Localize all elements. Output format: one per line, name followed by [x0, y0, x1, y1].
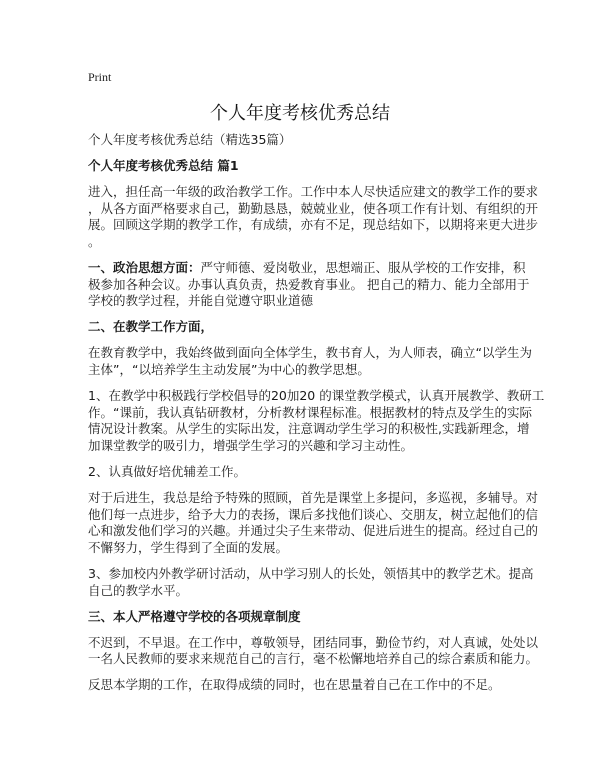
- text-line: 2、认真做好培优辅差工作。: [88, 464, 246, 479]
- text-line: 二、在教学工作方面，: [88, 319, 214, 335]
- text-line: 在教育教学中，我始终做到面向全体学生，教书育人，为人师表，确立“以学生为: [88, 345, 532, 361]
- text-line: 心和激发他们学习的兴趣。并通过尖子生来带动、促进后进生的提高。经过自己的: [88, 523, 539, 539]
- text-line: 三、本人严格遵守学校的各项规章制度: [88, 608, 301, 624]
- text-line: 进入，担任高一年级的政治教学工作。工作中本人尽快适应建文的教学工作的要求: [88, 184, 539, 200]
- document-body: [88, 132, 545, 704]
- text-line: ，从各方面严格要求自己，勤勤恳恳，兢兢业业，使各项工作有计划、有组织的开: [88, 200, 539, 216]
- text-line: 主体”，“以培养学生主动发展”为中心的教学思想。: [88, 362, 370, 378]
- text-line: 极参加各种会议。办事认真负责，热爱教育事业。 把自己的精力、能力全部用于: [88, 276, 530, 292]
- section-heading: [88, 319, 528, 336]
- paragraph: [88, 184, 539, 250]
- text-line: 个人年度考核优秀总结（精选35篇）: [88, 132, 292, 147]
- paragraph: [88, 132, 528, 149]
- text-line: 情况设计教案。从学生的实际出发，注意调动学生学习的积极性,实践新理念，增: [88, 421, 530, 437]
- paragraph: [88, 345, 532, 378]
- section-heading: [88, 158, 528, 175]
- text-line: 反思本学期的工作，在取得成绩的同时，也在思量着自己在工作中的不足。: [88, 677, 501, 693]
- text-line: 展。回顾这学期的教学工作，有成绩，亦有不足，现总结如下，以期将来更大进步: [88, 217, 539, 233]
- text-line: 学校的教学过程，并能自觉遵守职业道德: [88, 293, 314, 309]
- text-line: 3、参加校内外教学研讨活动，从中学习别人的长处，领悟其中的教学艺术。提高: [88, 565, 534, 581]
- text-line: 自己的教学水平。: [88, 582, 189, 598]
- paragraph: [88, 634, 539, 668]
- text-line: 作。“课前，我认真钻研教材，分析教材课程标准。根据教材的特点及学生的实际: [88, 404, 532, 420]
- paragraph: [88, 677, 528, 694]
- paragraph: [88, 260, 528, 310]
- line-text: 严守师德、爱岗敬业，思想端正、服从学校的工作安排，积: [200, 260, 526, 276]
- section-heading: [88, 609, 528, 626]
- text-line: 1、在教学中积极践行学校倡导的20加20 的课堂教学模式，认真开展教学、教研工: [88, 388, 545, 404]
- print-label: Print: [88, 70, 112, 84]
- text-line: 他们每一点进步，给予大力的表扬，课后多找他们谈心、交朋友，树立起他们的信: [88, 506, 539, 522]
- text-line: 一名人民教师的要求来规范自己的言行，毫不松懈地培养自己的综合素质和能力。: [88, 651, 539, 667]
- text-line: 不懈努力，学生得到了全面的发展。: [88, 539, 289, 555]
- text-line: 不迟到，不早退。在工作中，尊敬领导，团结同事，勤俭节约，对人真诚，处处以: [88, 634, 539, 650]
- paragraph: [88, 490, 539, 556]
- paragraph: [88, 464, 528, 481]
- text-line: 对于后进生，我总是给予特殊的照顾，首先是课堂上多提问，多巡视，多辅导。对: [88, 490, 539, 506]
- text-line: [88, 260, 528, 277]
- text-line: 加课堂教学的吸引力，增强学生学习的兴趣和学习主动性。: [88, 437, 414, 453]
- document-title: 个人年度考核优秀总结: [210, 103, 390, 124]
- paragraph: [88, 388, 545, 454]
- bold-lead: 一、政治思想方面：: [88, 260, 201, 276]
- text-line: 个人年度考核优秀总结 篇1: [88, 158, 239, 174]
- paragraph: [88, 565, 534, 599]
- text-line: 。: [88, 233, 101, 249]
